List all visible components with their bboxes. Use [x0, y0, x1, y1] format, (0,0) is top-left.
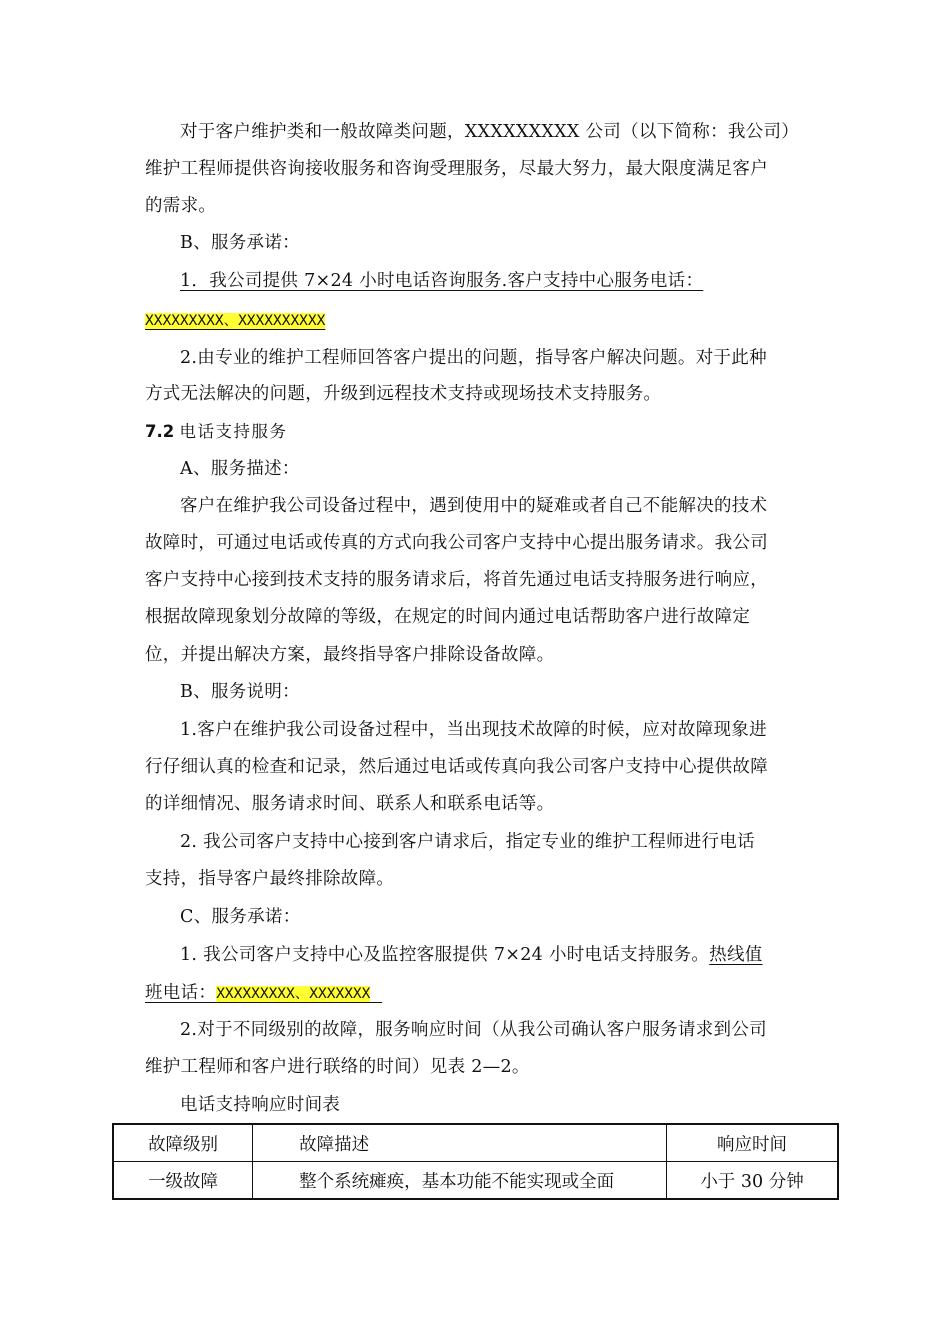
- section-number: 7.2: [145, 422, 175, 441]
- table-header-row: [113, 1124, 838, 1162]
- paragraph-line: 位，并提出解决方案，最终指导客户排除设备故障。: [145, 645, 555, 665]
- hotline-label: 热线值: [709, 945, 763, 965]
- commitment-1-phone: [145, 308, 325, 333]
- paragraph-line: 的需求。: [145, 196, 217, 216]
- section-heading: [145, 420, 287, 444]
- paragraph-line: 客户在维护我公司设备过程中，遇到使用中的疑难或者自己不能解决的技术: [180, 496, 768, 516]
- table-row: [113, 1162, 838, 1200]
- paragraph-line: 对于客户维护类和一般故障类问题，XXXXXXXXX 公司（以下简称：我公司）: [180, 122, 800, 142]
- header-level: 故障级别: [113, 1124, 253, 1162]
- paragraph-line: 行仔细认真的检查和记录，然后通过电话或传真向我公司客户支持中心提供故障: [145, 757, 768, 777]
- cell-level: 一级故障: [113, 1162, 253, 1200]
- paragraph-line: 1.客户在维护我公司设备过程中，当出现技术故障的时候，应对故障现象进: [180, 720, 767, 740]
- commitment-1-line: 1．我公司提供 7×24 小时电话咨询服务.客户支持中心服务电话：: [180, 271, 704, 291]
- paragraph-line: 维护工程师提供咨询接收服务和咨询受理服务，尽最大努力，最大限度满足客户: [145, 159, 768, 179]
- subheading-b: B、服务承诺：: [180, 233, 300, 253]
- paragraph-line: 方式无法解决的问题，升级到远程技术支持或现场技术支持服务。: [145, 384, 662, 404]
- table-caption: 电话支持响应时间表: [180, 1095, 341, 1115]
- paragraph-line: 2.对于不同级别的故障，服务响应时间（从我公司确认客户服务请求到公司: [180, 1020, 767, 1040]
- hotline-phone-highlight: XXXXXXXXX、XXXXXXX: [216, 986, 371, 1002]
- header-description: 故障描述: [253, 1124, 667, 1162]
- paragraph-line: 客户支持中心接到技术支持的服务请求后，将首先通过电话支持服务进行响应，: [145, 570, 768, 590]
- response-time-table: [112, 1123, 839, 1200]
- section-title: 电话支持服务: [179, 422, 288, 441]
- hotline-line: [145, 981, 382, 1006]
- commitment-c1-line: [180, 943, 763, 967]
- paragraph-line: 支持，指导客户最终排除故障。: [145, 869, 395, 889]
- subheading-a: A、服务描述：: [180, 459, 300, 479]
- paragraph-line: 2.由专业的维护工程师回答客户提出的问题，指导客户解决问题。对于此种: [180, 348, 767, 368]
- paragraph-line: 根据故障现象划分故障的等级，在规定的时间内通过电话帮助客户进行故障定: [145, 607, 751, 627]
- cell-description: 整个系统瘫痪，基本功能不能实现或全面: [253, 1162, 667, 1200]
- paragraph-line: 的详细情况、服务请求时间、联系人和联系电话等。: [145, 794, 555, 814]
- commitment-c1-text: 1. 我公司客户支持中心及监控客服提供 7×24 小时电话支持服务。: [180, 945, 710, 965]
- paragraph-line: 故障时，可通过电话或传真的方式向我公司客户支持中心提出服务请求。我公司: [145, 533, 768, 553]
- subheading-b: B、服务说明：: [180, 682, 300, 702]
- phone-highlight: XXXXXXXXX、XXXXXXXXXX: [145, 313, 326, 329]
- cell-response-time: 小于 30 分钟: [667, 1162, 838, 1200]
- hotline-label-cont: 班电话：: [145, 983, 217, 1003]
- paragraph-line: 维护工程师和客户进行联络的时间）见表 2—2。: [145, 1057, 530, 1077]
- subheading-c: C、服务承诺：: [180, 907, 301, 927]
- paragraph-line: 2. 我公司客户支持中心接到客户请求后，指定专业的维护工程师进行电话: [180, 832, 755, 852]
- header-response-time: 响应时间: [667, 1124, 838, 1162]
